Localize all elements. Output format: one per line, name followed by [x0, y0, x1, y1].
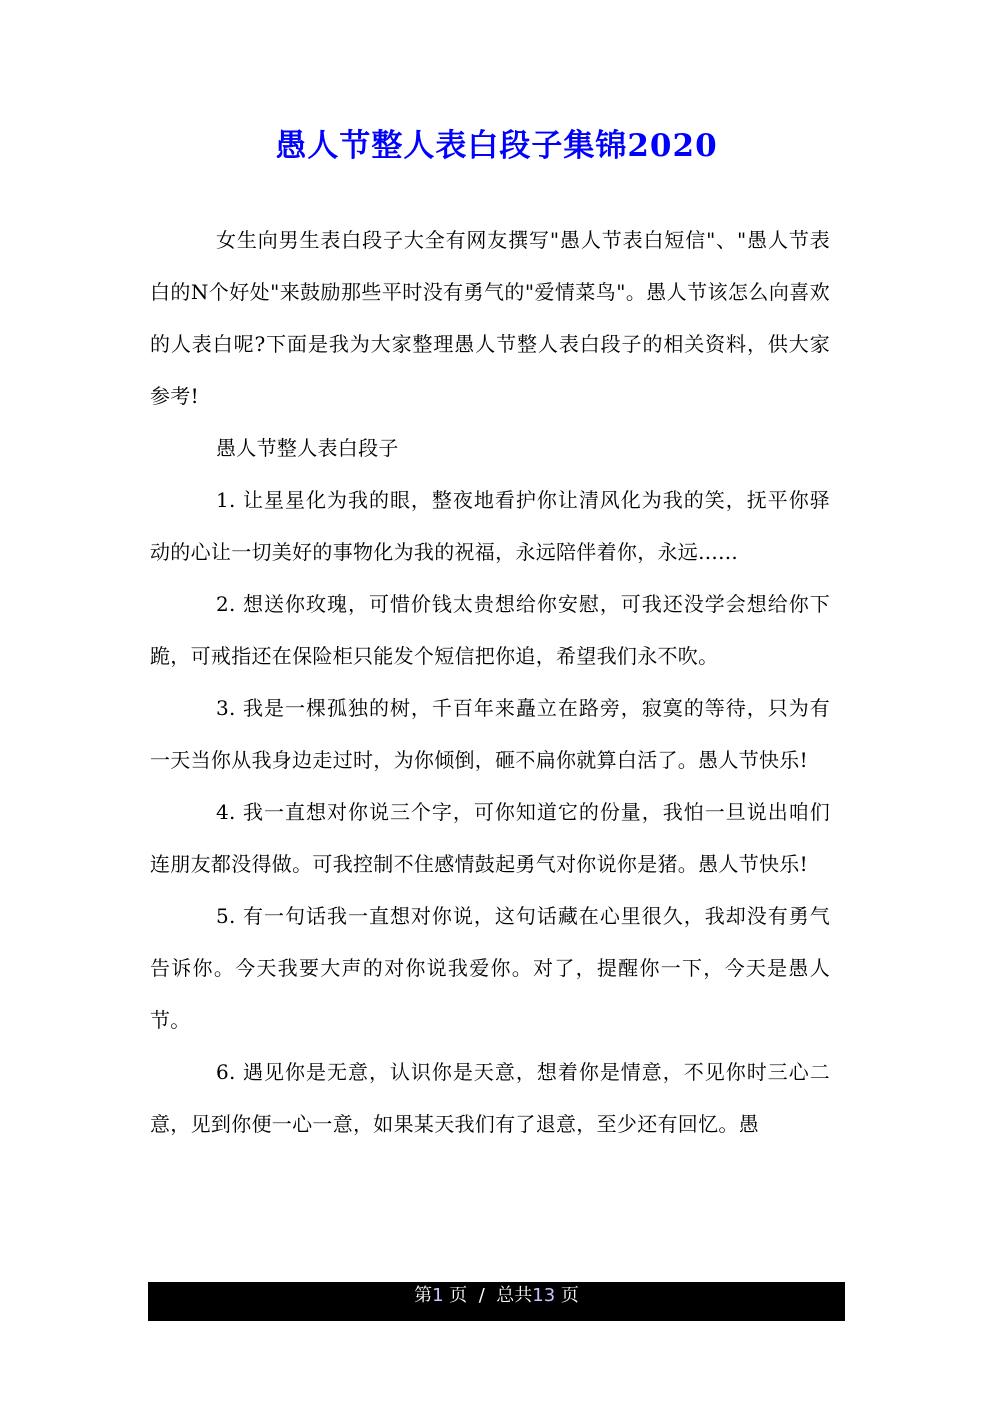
footer-page-word: 页	[449, 1285, 468, 1306]
joke-item-5: 5. 有一句话我一直想对你说，这句话藏在心里很久，我却没有勇气告诉你。今天我要大声的对你说我爱你。对了，提醒你一下，今天是愚人节。	[150, 904, 830, 1032]
current-page-number: 1	[432, 1285, 444, 1306]
joke-item-4: 4. 我一直想对你说三个字，可你知道它的份量，我怕一旦说出咱们连朋友都没得做。可我控制不住感情鼓起勇气对你说你是猪。愚人节快乐!	[150, 800, 830, 876]
total-pages-number: 13	[532, 1285, 556, 1306]
joke-item-2: 2. 想送你玫瑰，可惜价钱太贵想给你安慰，可我还没学会想给你下跪，可戒指还在保险柜只能发个短信把你追，希望我们永不吹。	[150, 592, 830, 668]
footer-total-prefix: 总共	[496, 1285, 533, 1306]
intro-paragraph: 女生向男生表白段子大全有网友撰写"愚人节表白短信"、"愚人节表白的N个好处"来鼓励那些平时没有勇气的"爱情菜鸟"。愚人节该怎么向喜欢的人表白呢?下面是我为大家整理愚人节整人表白段子的相关资料，供大家参考!	[150, 228, 830, 408]
page-footer	[148, 1282, 845, 1321]
document-body	[150, 214, 830, 1150]
footer-separator: /	[478, 1285, 485, 1306]
joke-item-1: 1. 让星星化为我的眼，整夜地看护你让清风化为我的笑，抚平你驿动的心让一切美好的事物化为我的祝福，永远陪伴着你，永远......	[150, 488, 830, 564]
footer-prefix: 第	[414, 1285, 433, 1306]
document-title: 愚人节整人表白段子集锦2020	[275, 128, 718, 164]
footer-total-suffix: 页	[560, 1285, 579, 1306]
joke-item-6: 6. 遇见你是无意，认识你是天意，想着你是情意，不见你时三心二意，见到你便一心一意，如果某天我们有了退意，至少还有回忆。愚	[150, 1060, 830, 1136]
joke-item-3: 3. 我是一棵孤独的树，千百年来矗立在路旁，寂寞的等待，只为有一天当你从我身边走过时，为你倾倒，砸不扁你就算白活了。愚人节快乐!	[150, 696, 830, 772]
section-heading: 愚人节整人表白段子	[216, 436, 399, 460]
